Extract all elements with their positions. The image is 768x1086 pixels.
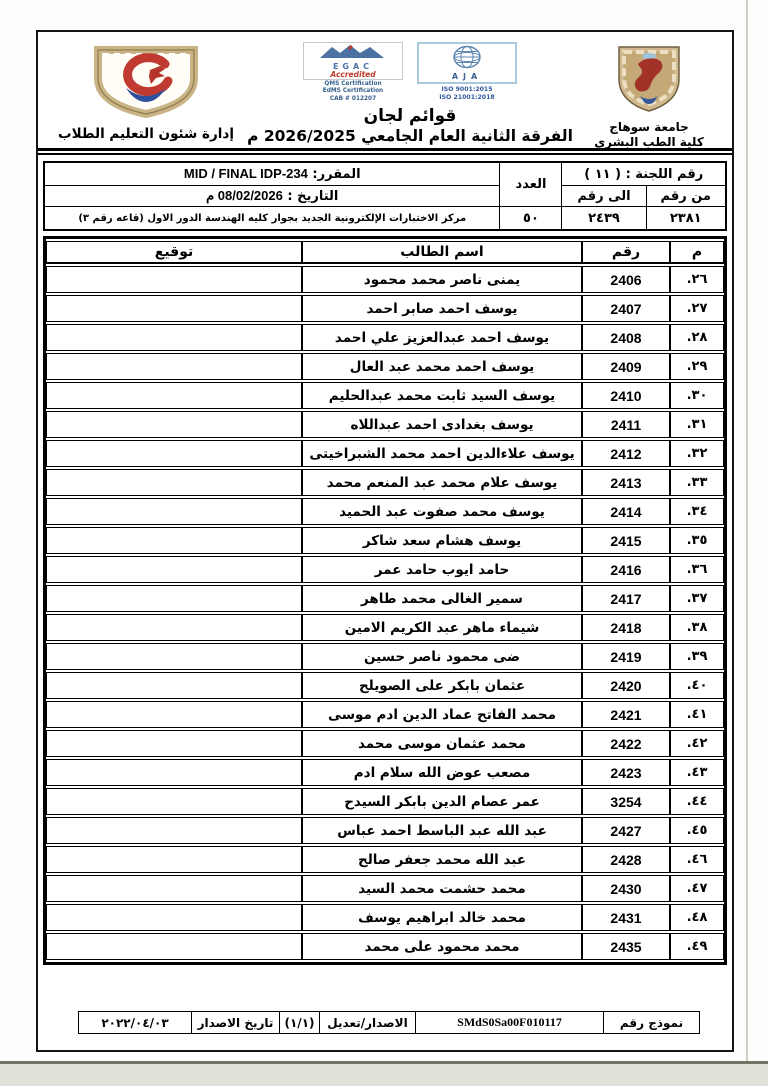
signature-cell <box>46 527 302 554</box>
student-name: مصعب عوض الله سلام ادم <box>302 759 582 786</box>
student-name: ضى محمود ناصر حسين <box>302 643 582 670</box>
student-row <box>46 382 724 409</box>
row-serial: ٣٠. <box>670 382 724 409</box>
globe-icon <box>452 54 482 73</box>
student-number: 2420 <box>582 672 670 699</box>
row-serial: ٢٩. <box>670 353 724 380</box>
student-number: 2418 <box>582 614 670 641</box>
student-name: يوسف علاءالدين احمد محمد الشبراخيتى <box>302 440 582 467</box>
student-name: يوسف محمد صفوت عبد الحميد <box>302 498 582 525</box>
signature-cell <box>46 556 302 583</box>
student-name: شيماء ماهر عبد الكريم الامين <box>302 614 582 641</box>
row-serial: ٤٣. <box>670 759 724 786</box>
student-number: 2408 <box>582 324 670 351</box>
student-number: 3254 <box>582 788 670 815</box>
student-number: 2412 <box>582 440 670 467</box>
university-name: جامعة سوهاج <box>609 120 689 134</box>
student-number: 2415 <box>582 527 670 554</box>
row-serial: ٤١. <box>670 701 724 728</box>
from-number-label: من رقم <box>646 186 726 207</box>
signature-cell <box>46 672 302 699</box>
student-row <box>46 353 724 380</box>
signature-cell <box>46 730 302 757</box>
signature-cell <box>46 266 302 293</box>
issue-date-value: ٢٠٢٢/٠٤/٠٣ <box>79 1012 192 1034</box>
student-name: يوسف بغدادى احمد عبداللاه <box>302 411 582 438</box>
student-row <box>46 527 724 554</box>
student-row <box>46 788 724 815</box>
student-name: عبد الله محمد جعفر صالح <box>302 846 582 873</box>
student-number: 2430 <box>582 875 670 902</box>
student-name: محمد محمود على محمد <box>302 933 582 960</box>
date-label: التاريخ : <box>287 189 339 204</box>
signature-cell <box>46 295 302 322</box>
row-serial: ٤٨. <box>670 904 724 931</box>
row-serial: ٢٧. <box>670 295 724 322</box>
student-number: 2414 <box>582 498 670 525</box>
department-logo-block <box>46 40 246 148</box>
signature-cell <box>46 585 302 612</box>
signature-cell <box>46 875 302 902</box>
student-row <box>46 411 724 438</box>
signature-cell <box>46 353 302 380</box>
course-label: المقرر: <box>312 167 361 182</box>
egac-accreditation-logo <box>303 42 403 103</box>
row-serial: ٤٥. <box>670 817 724 844</box>
document-subtitle: الفرقة الثانية العام الجامعي 2026/2025 م <box>247 126 573 145</box>
student-number: 2409 <box>582 353 670 380</box>
student-table <box>43 236 727 965</box>
student-number: 2423 <box>582 759 670 786</box>
student-name: يوسف هشام سعد شاكر <box>302 527 582 554</box>
student-row <box>46 846 724 873</box>
student-row <box>46 614 724 641</box>
to-number-label: الى رقم <box>562 186 646 207</box>
egac-name: EGAC <box>332 62 374 71</box>
iso-line: ISO 9001:2015 <box>441 85 493 93</box>
student-row <box>46 759 724 786</box>
student-name: يوسف احمد عبدالعزيز علي احمد <box>302 324 582 351</box>
exam-info-table <box>43 161 727 231</box>
student-number: 2427 <box>582 817 670 844</box>
student-name: سمير الغالى محمد طاهر <box>302 585 582 612</box>
student-number: 2422 <box>582 730 670 757</box>
issue-value: (١/١) <box>280 1012 320 1034</box>
count-label: العدد <box>500 162 562 207</box>
student-name: محمد حشمت محمد السيد <box>302 875 582 902</box>
signature-cell <box>46 411 302 438</box>
faculty-name: كلية الطب البشرى <box>594 135 704 149</box>
student-row <box>46 672 724 699</box>
student-number: 2417 <box>582 585 670 612</box>
student-number: 2411 <box>582 411 670 438</box>
header-center <box>246 40 574 148</box>
student-row <box>46 498 724 525</box>
iso-line: ISO 21001:2018 <box>439 93 495 101</box>
course-cell <box>44 162 500 186</box>
scan-edge-line <box>746 0 748 1086</box>
row-serial: ٢٦. <box>670 266 724 293</box>
signature-cell <box>46 643 302 670</box>
row-serial: ٢٨. <box>670 324 724 351</box>
signature-cell <box>46 498 302 525</box>
from-number-value: ٢٣٨١ <box>646 207 726 231</box>
form-number-value: SMdS0Sa00F010117 <box>416 1012 604 1034</box>
row-serial: ٣٤. <box>670 498 724 525</box>
header-signature: توقيع <box>46 241 302 264</box>
student-row <box>46 701 724 728</box>
faculty-crest-icon <box>90 105 202 124</box>
student-table-header <box>46 241 724 264</box>
student-name: يوسف علام محمد عبد المنعم محمد <box>302 469 582 496</box>
student-row <box>46 817 724 844</box>
student-row <box>46 469 724 496</box>
student-row <box>46 324 724 351</box>
signature-cell <box>46 382 302 409</box>
student-name: محمد خالد ابراهيم يوسف <box>302 904 582 931</box>
student-number: 2419 <box>582 643 670 670</box>
student-row <box>46 440 724 467</box>
form-number-label: نموذج رقم <box>604 1012 700 1034</box>
student-row <box>46 643 724 670</box>
row-serial: ٤٤. <box>670 788 724 815</box>
student-number: 2428 <box>582 846 670 873</box>
signature-cell <box>46 701 302 728</box>
student-name: عثمان بابكر على الصويلح <box>302 672 582 699</box>
student-name: محمد عثمان موسى محمد <box>302 730 582 757</box>
row-serial: ٣٩. <box>670 643 724 670</box>
student-rows <box>46 266 724 960</box>
student-row <box>46 295 724 322</box>
header-number: رقم <box>582 241 670 264</box>
row-serial: ٣٣. <box>670 469 724 496</box>
student-name: يوسف احمد صابر احمد <box>302 295 582 322</box>
accreditation-logos <box>246 42 574 103</box>
student-name: محمد الفاتح عماد الدين ادم موسى <box>302 701 582 728</box>
row-serial: ٤٧. <box>670 875 724 902</box>
signature-cell <box>46 324 302 351</box>
row-serial: ٤٩. <box>670 933 724 960</box>
student-name: يوسف احمد محمد عبد العال <box>302 353 582 380</box>
student-number: 2413 <box>582 469 670 496</box>
sohag-university-shield-icon <box>616 99 682 118</box>
signature-cell <box>46 759 302 786</box>
row-serial: ٣٦. <box>670 556 724 583</box>
egac-accredited-label: Accredited <box>330 70 376 79</box>
student-name: عمر عصام الدين بابكر السيدح <box>302 788 582 815</box>
student-row <box>46 556 724 583</box>
row-serial: ٤٠. <box>670 672 724 699</box>
aja-iso-logo <box>417 42 517 103</box>
department-name: إدارة شئون التعليم الطلاب <box>58 126 234 142</box>
course-code: MID / FINAL IDP-234 <box>183 166 308 181</box>
header-student-name: اسم الطالب <box>302 241 582 264</box>
student-row <box>46 933 724 960</box>
row-serial: ٣٨. <box>670 614 724 641</box>
issue-label: الاصدار/تعديل <box>320 1012 416 1034</box>
student-number: 2431 <box>582 904 670 931</box>
student-row <box>46 585 724 612</box>
document-page <box>36 30 734 1052</box>
form-footer <box>78 1011 700 1034</box>
row-serial: ٤٦. <box>670 846 724 873</box>
student-row <box>46 730 724 757</box>
egac-cert-line: QMS Certification <box>324 81 382 88</box>
student-row <box>46 266 724 293</box>
signature-cell <box>46 817 302 844</box>
aja-name: AJA <box>451 72 483 81</box>
student-number: 2435 <box>582 933 670 960</box>
student-name: حامد ايوب حامد عمر <box>302 556 582 583</box>
issue-date-label: تاريخ الاصدار <box>192 1012 280 1034</box>
student-number: 2407 <box>582 295 670 322</box>
student-name: يمنى ناصر محمد محمود <box>302 266 582 293</box>
university-logo-block <box>574 40 724 148</box>
to-number-value: ٢٤٣٩ <box>562 207 646 231</box>
row-serial: ٤٢. <box>670 730 724 757</box>
row-serial: ٣٥. <box>670 527 724 554</box>
student-number: 2410 <box>582 382 670 409</box>
page-header <box>38 32 732 148</box>
row-serial: ٣٢. <box>670 440 724 467</box>
egac-cab-number: CAB # 012207 <box>329 95 377 102</box>
signature-cell <box>46 788 302 815</box>
signature-cell <box>46 614 302 641</box>
signature-cell <box>46 440 302 467</box>
signature-cell <box>46 846 302 873</box>
row-serial: ٣٧. <box>670 585 724 612</box>
student-row <box>46 875 724 902</box>
signature-cell <box>46 904 302 931</box>
student-name: عبد الله عبد الباسط احمد عباس <box>302 817 582 844</box>
student-row <box>46 904 724 931</box>
scan-bottom-band <box>0 1061 768 1086</box>
student-name: يوسف السيد ثابت محمد عبدالحليم <box>302 382 582 409</box>
signature-cell <box>46 469 302 496</box>
header-serial: م <box>670 241 724 264</box>
signature-cell <box>46 933 302 960</box>
date-value: 08/02/2026 م <box>206 188 283 203</box>
egac-cert-line: EdMS Certification <box>322 88 384 95</box>
document-title: قوائم لجان <box>363 105 457 126</box>
exam-location: مركز الاختبارات الإلكترونية الجديد بجوار كليه الهندسة الدور الاول (قاعه رقم ٣) <box>44 207 500 231</box>
student-number: 2406 <box>582 266 670 293</box>
student-number: 2416 <box>582 556 670 583</box>
egac-mountains-icon <box>318 44 388 63</box>
row-serial: ٣١. <box>670 411 724 438</box>
student-number: 2421 <box>582 701 670 728</box>
committee-number: رقم اللجنة : ( ١١ ) <box>562 162 726 186</box>
count-value: ٥٠ <box>500 207 562 231</box>
date-cell <box>44 186 500 207</box>
